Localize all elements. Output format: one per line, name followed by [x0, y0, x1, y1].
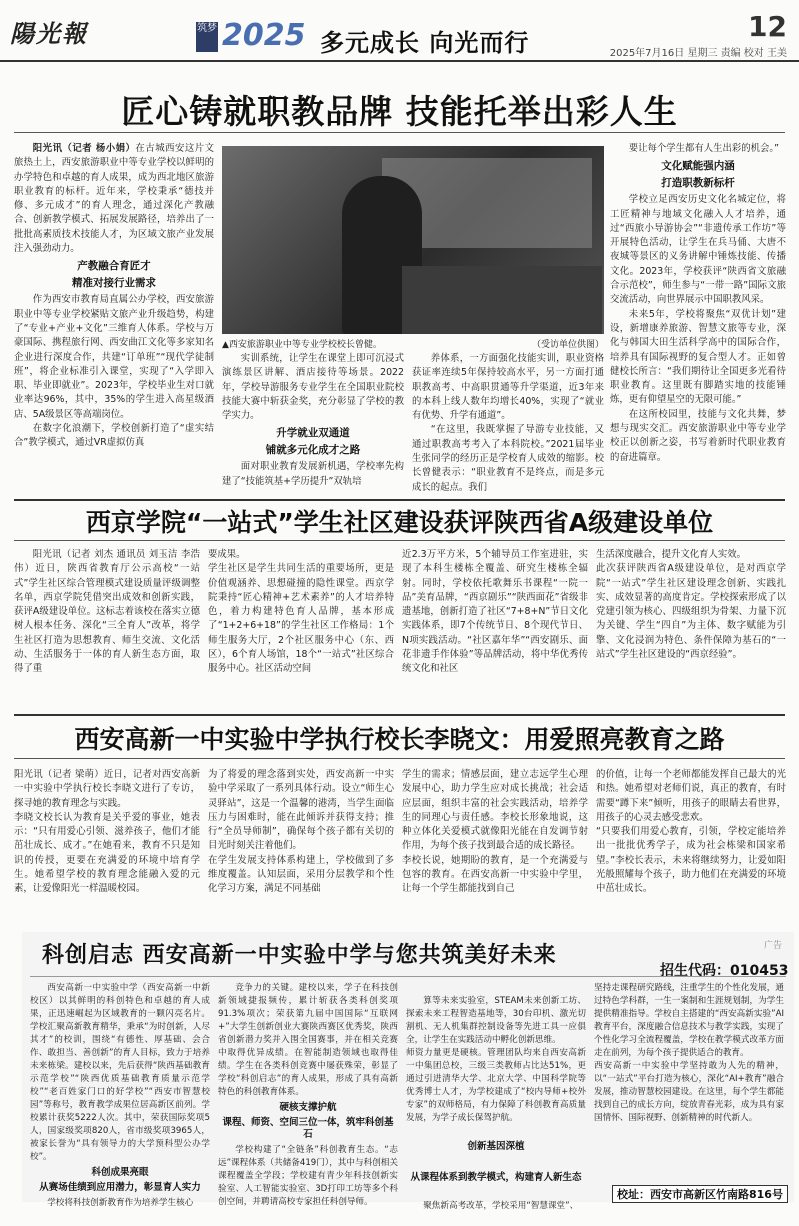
ad-paragraph: 算等未来实验室，STEAM未来创新工坊、探索未来工程智造基地等，30台印机、激光切割机、无人机集群控制设备等先进工具一应俱全，让学生在实践活动中孵化创新思维。 师资力量更是硬核。管理团队均来自西安高新一中集团总校，三级三类教师占比达51%，更通过引进清华大学、北京大学、中国科学院等优秀博士人才，为学校建成了“校内导师+校外专家”的双师格局，有力保障了科创教育高质量发展，为学子成长保驾护航。	[406, 996, 586, 1123]
photo-caption-text: ▲西安旅游职业中等专业学校校长曾健。	[222, 340, 382, 350]
ad-paragraph: 西安高新一中实验中学（西安高新一中新校区）以其鲜明的科创特色和卓越的育人成果，正迅速崛起为区域教育的一颗闪亮名片。学校汇聚高新教育精华，秉承“为时创新，人尽其才”的校训，围绕“有德性、厚基础、会合作、敢担当、善创新”的育人目标，致力于培养未来栋梁。建校以来，先后获得“陕西基础教育示范学校”“陕西优质基础教育质量示范学校”“老百姓家门口的好学校”“西安市智慧校园”等称号，教育教学成果位居高新区前列。学校累计获奖5222人次。其中，荣获国际奖项5人，国家级奖项820人，省市级奖项3965人，被家长誉为“具有领导力的大学预科型公办学校”。	[30, 983, 210, 1162]
principal-photo	[222, 146, 604, 334]
ad-column-1	[30, 982, 210, 1208]
article1-subhead-2a: 升学就业双通道	[276, 427, 350, 440]
article1-subhead-1a: 产教融合育匠才	[77, 260, 151, 273]
newspaper-brand: 陽光報	[10, 19, 88, 48]
article3-rule	[14, 758, 785, 759]
ad-column-3	[406, 982, 586, 1211]
ad-paragraph: 学校构建了“全链条”科创教育生态。“志远”课程体系（共储备419门），其中与科创相关课程覆盖全学段；学校建有青少年科技创新实验室、人工智能实验室、3D打印工坊等多个科创空间，并聘请高校专家担任科创导师。	[218, 1145, 398, 1207]
photo-credit: （受访单位供图）	[531, 340, 604, 350]
article2-column-1: 阳光讯（记者 刘杰 通讯员 刘玉洁 李浩伟）近日，陕西省教育厅公示高校“一站式”学生社区综合管理模式建设质量评级调整名单，西京学院凭借突出成效和创新实践，获评A级建设单位。这标志着该校在落实立德树人根本任务、深化“三全育人”改革，将学生社区打造为思想教育、师生交流、文化活动、生活服务于一体的育人新生态方面，取得了重	[14, 549, 200, 675]
article1-subhead-3b: 打造职教新标杆	[661, 177, 735, 190]
ad-subhead-2a: 硬核支撑护航	[279, 1102, 337, 1113]
article1-column-2	[222, 352, 404, 494]
article2-column-2: 要成果。 学生社区是学生共同生活的重要场所，更是价值观涵养、思想碰撞的隐性课堂。西京学院秉持“匠心精神+艺术素养”的人才培养特色，着力构建特色育人品牌，基本形成了“1+2+6+18”的学生社区工作格局：1个师生服务大厅，2个社区服务中心（东、西区），6个育人场馆，18个“一站式”社区综合服务中心。社区活动空间	[208, 549, 394, 675]
article1-paragraph: 学校立足西安历史文化名城定位，将工匠精神与地域文化融入人才培养，通过“西旅小导游协会”“非遗传承工作坊”等开展特色活动，让学生在兵马俑、大唐不夜城等景区的义务讲解中锤炼技能、传播文化。2023年，学校获评“陕西省文旅融合示范校”，师生参与“一带一路”国际文旅交流活动，向世界展示中国职教风采。	[610, 194, 786, 306]
article1-column-4	[610, 142, 786, 494]
article1-paragraph: 作为西安市教育局直属公办学校，西安旅游职业中等专业学校紧贴文旅产业升级趋势，构建了“专业+产业+文化”三维育人体系。学校与万豪国际、携程旅行网、西安曲江文化等多家知名企业进行深度合作，共建“订单班”“现代学徒制班”，将企业标准引入课堂，实现了“入学即入职、毕业即就业”。2023年，学校毕业生对口就业率达96%，其中，35%的学生进入高星级酒店、5A级景区等高端岗位。	[14, 294, 214, 420]
article1-paragraph: 要让每个学生都有人生出彩的机会。”	[628, 143, 779, 154]
article1-rule	[14, 132, 785, 133]
slogan-text: 多元成长 向光而行	[320, 29, 530, 57]
enrollment-code: 招生代码：010453	[660, 963, 789, 979]
article3-column-1: 阳光讯（记者 梁萌）近日，记者对西安高新一中实验中学执行校长李晓文进行了专访，探寻她的教育理念与实践。 李晓文校长认为教育是关乎爱的事业，她表示：“只有用爱心引领、滋养孩子，他们才能茁壮成长、成才。”在她看来，教育不只是知识的传授，更要在充满爱的环境中培育学生。她希望学校的教育理念能融入爱的元素，让爱像阳光一样温暖校园。	[14, 769, 200, 895]
masthead-rule	[0, 60, 799, 62]
page-number: 12	[748, 10, 787, 43]
article3-column-4: 的价值，让每一个老师都能发挥自己最大的光和热。她希望对老师们说，真正的教育，有时需要“蹲下来”倾听，用孩子的眼睛去看世界，用孩子的心灵去感受悲欢。 “只要我们用爱心教育，引领，学校定能培养出一批批优秀学子，成为社会栋梁和国家希望。”李校长表示，未来将继续努力，让爱如阳光般照耀每个孩子，助力他们在充满爱的环境中茁壮成长。	[596, 769, 786, 895]
ad-column-4: 坚持走课程研究路线，注重学生的个性化发展，通过特色学科群，一生一案制和生涯规划制，为学生提供精准指导。学校自主搭建的“西安高新实验”AI教育平台，深度融合信息技术与教学实践，实现了个性化学习全流程覆盖，学校在教学模式改革方面走在前列，为每个孩子提供适合的教育。 西安高新一中实验中学坚持敢为人先的精神，以“一站式”平台打造为核心，深化“AI+教育”融合发展，推动智慧校园建设。在这里，每个学生都能找到自己的成长方向，绽放青春光彩，成为具有家国情怀、国际视野、创新精神的时代新人。	[594, 983, 784, 1123]
ad-paragraph: 学校将科技创新教育作为培养学生核心	[47, 1198, 194, 1208]
podium	[402, 266, 602, 334]
article1-paragraph: 在古城西安这片文旅热土上，西安旅游职业中等专业学校以鲜明的办学特色和卓越的育人成果，成为西北地区旅游职业教育的标杆。近年来，学校秉承“德技并修、多元成才”的育人理念，通过深化产教融合、创新教学模式、拓展发展路径，培养出了一批批高素质技术技能人才，为区域文旅产业发展注入强劲动力。	[14, 143, 214, 255]
ad-column-2	[218, 982, 398, 1207]
article1-paragraph: “在这里，我既掌握了导游专业技能，又通过职教高考考入了本科院校。”2021届毕业生张同学的经历正是学校育人成效的缩影。校长曾健表示：“职业教育不是终点，而是多元成长的起点。我们	[412, 424, 604, 493]
article2-headline: 西京学院“一站式”学生社区建设获评陕西省A级建设单位	[85, 508, 714, 537]
ad-subhead-2b: 课程、师资、空间三位一体，筑牢科创基石	[222, 1117, 394, 1140]
ad-paragraph: 竞争力的关键。建校以来，学子在科技创新领域捷报频传，累计斩获各类科创奖项91.3%项次；荣获第九届中国国际“互联网+”大学生创新创业大赛陕西赛区优秀奖，陕西省创新潜力奖并入围全国赛事，并在相关竞赛中取得优异成绩。在智能制造领域也取得佳绩。学生在各类科创竞赛中屡获殊荣，彰显了学校“科创启志”的育人成果，形成了具有高新特色的科创教育体系。	[218, 983, 398, 1097]
article2-rule	[14, 540, 785, 541]
article1-lead: 阳光讯（记者 杨小娟）	[32, 143, 136, 154]
article1-paragraph: 养体系，一方面强化技能实训，职业资格获证率连续5年保持较高水平，另一方面打通职教高考、中高职贯通等升学渠道，近3年来的本科上线人数年均增长40%，实现了“就业有优势、升学有通道”。	[412, 353, 604, 422]
ad-subhead-1a: 科创成果亮眼	[91, 1167, 149, 1178]
ad-paragraph: 聚焦新高考改革，学校采用“智慧课堂”、	[423, 1201, 579, 1211]
article2-column-3: 近2.3万平方米，5个辅导员工作室进驻，实现了本科生楼栋全覆盖、研究生楼栋全辐射。同时，学校依托歌舞乐书课程“一院一品”美育品牌，“西京剧乐”“陕西面花”省级非遗基地，创新打造了社区“7+8+N”节日文化实践体系，即7个传统节日、8个现代节日、N项实践活动。“社区嘉年华”“西安剧乐、面花非遗手作体验”等品牌活动，将中华优秀传统文化和社区	[402, 549, 588, 675]
ad-label: 广告	[764, 941, 783, 951]
article2-column-4: 生活深度融合，提升文化育人实效。 此次获评陕西省A级建设单位，是对西京学院“一站式”学生社区建设理念创新、实践扎实、成效显著的高度肯定。学校探索形成了以党建引领为核心、四级组织为骨架、力量下沉为关键、学生“四自”为主体、数字赋能为引擎、文化浸润为特色、条件保障为基石的“一站式”学生社区建设的“西京经验”。	[596, 549, 786, 661]
photo-caption	[222, 337, 604, 350]
masthead	[0, 0, 799, 62]
school-address: 校址：西安市高新区竹南路816号	[612, 1185, 788, 1203]
slogan-tag: 筑梦	[196, 22, 218, 52]
article3-headline: 西安高新一中实验中学执行校长李晓文：用爱照亮教育之路	[74, 725, 725, 754]
article1-paragraph: 面对职业教育发展新机遇，学校率先构建了“技能筑基+学历提升”双轨培	[222, 461, 404, 487]
article1-subhead-3a: 文化赋能强内涵	[661, 160, 735, 173]
ad-subhead-3b: 从课程体系到教学模式，构建育人新生态	[410, 1172, 582, 1183]
article2-top-rule	[14, 499, 785, 501]
dateline: 2025年7月16日 星期三 责编 校对 王美	[609, 48, 787, 59]
article1-paragraph: 在数字化浪潮下，学校创新打造了“虚实结合”教学模式，通过VR虚拟仿真	[14, 423, 214, 449]
ad-subhead-1b: 从赛场佳绩到应用潜力，彰显育人实力	[39, 1182, 201, 1193]
ad-headline: 科创启志 西安高新一中实验中学与您共筑美好未来	[42, 943, 557, 968]
article1-paragraph: 未来5年，学校将聚焦“双优计划”建设，新增康养旅游、智慧文旅等专业，深化与韩国大田生活科学高中的国际合作，培养具有国际视野的复合型人才。正如曾健校长所言：“我们期待让全国更多光看待职业教育。这里既有脚踏实地的技能锤炼，更有仰望星空的无限可能。”	[610, 308, 786, 406]
article1-paragraph: 在这所校园里，技能与文化共舞，梦想与现实交汇。西安旅游职业中等专业学校正以创新之姿，书写着新时代职业教育的奋进篇章。	[610, 408, 786, 463]
ad-subhead-3a: 创新基因深植	[467, 1141, 525, 1152]
article1-headline: 匠心铸就职教品牌 技能托举出彩人生	[121, 92, 678, 131]
article3-top-rule	[14, 714, 785, 716]
article1-paragraph: 实训系统，让学生在课堂上即可沉浸式演练景区讲解、酒店接待等场景。2022年，学校导游服务专业学生在全国职业院校技能大赛中斩获金奖，充分彰显了学校的教学实力。	[222, 353, 404, 422]
article1-column-1	[14, 142, 214, 494]
article1-column-3	[412, 352, 604, 494]
article1-subhead-1b: 精准对接行业需求	[72, 277, 156, 290]
slogan-year: 2025	[222, 18, 306, 53]
article3-column-3: 学生的需求；情感层面，建立志远学生心理发展中心，助力学生应对成长挑战；社会适应层面，组织丰富的社会实践活动，培养学生的同理心与责任感。李校长形象地说，这种立体化关爱模式就像阳光能在自发调节射作用，为每个孩子找到最合适的成长路径。 李校长说，她期盼的教育，是一个充满爱与包容的教育。在西安高新一中实验中学里，让每一个学生都能找到自己	[402, 769, 588, 895]
article1-subhead-2b: 铺就多元化成才之路	[265, 444, 361, 457]
article3-column-2: 为了将爱的理念落到实处，西安高新一中实验中学采取了一系列具体行动。设立“师生心灵驿站”，这是一个温馨的港湾，当学生面临压力与困难时，能在此倾诉并获得支持；推行“全员导师制”，确保每个孩子都有关切的目光时刻关注着他们。 在学生发展支持体系构建上，学校做到了多维度覆盖。认知层面，采用分层教学和个性化学习方案，满足不同基础	[208, 769, 394, 895]
